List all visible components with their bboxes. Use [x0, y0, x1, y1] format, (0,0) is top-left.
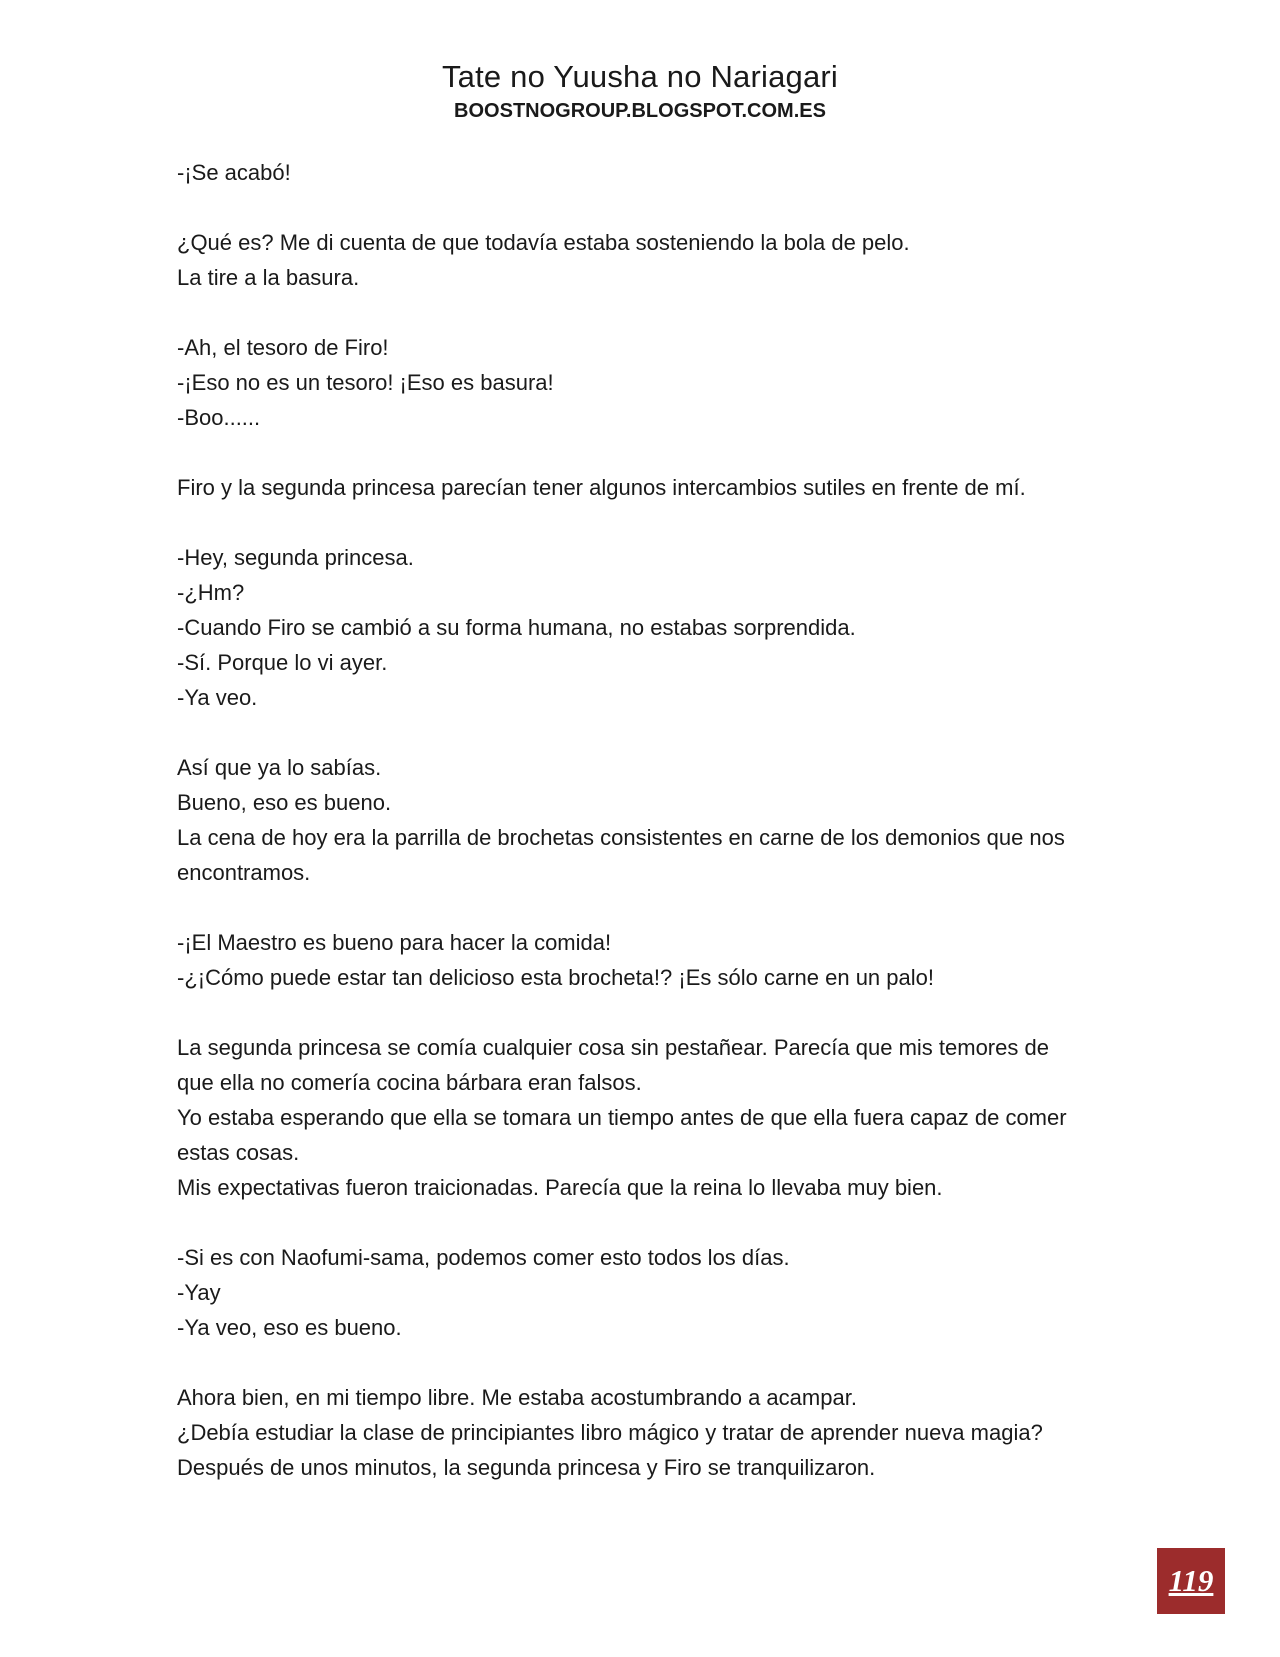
text-line: -Yay: [177, 1280, 221, 1305]
blank-line: [177, 995, 1107, 1030]
text-line: -¡Eso no es un tesoro! ¡Eso es basura!: [177, 370, 554, 395]
text-line: encontramos.: [177, 860, 311, 885]
text-line: que ella no comería cocina bárbara eran falsos.: [177, 1070, 642, 1095]
text-line: -¿Hm?: [177, 580, 245, 605]
text-line: -¿¡Cómo puede estar tan delicioso esta brocheta!? ¡Es sólo carne en un palo!: [177, 965, 934, 990]
text-line: Firo y la segunda princesa parecían tener algunos intercambios sutiles en frente de mí.: [177, 475, 1026, 500]
text-line: Yo estaba esperando que ella se tomara un tiempo antes de que ella fuera capaz de comer: [177, 1105, 1067, 1130]
text-line: Ahora bien, en mi tiempo libre. Me estaba acostumbrando a acampar.: [177, 1385, 857, 1410]
page-number: 119: [1157, 1548, 1225, 1614]
text-line: La tire a la basura.: [177, 265, 360, 290]
text-line: La cena de hoy era la parrilla de brochetas consistentes en carne de los demonios que nos: [177, 825, 1065, 850]
blank-line: [177, 190, 1107, 225]
blank-line: [177, 715, 1107, 750]
text-line: -Hey, segunda princesa.: [177, 545, 414, 570]
text-line: -Ya veo.: [177, 685, 258, 710]
text-line: -¡El Maestro es bueno para hacer la comida!: [177, 930, 612, 955]
blank-line: [177, 1205, 1107, 1240]
text-line: -¡Se acabó!: [177, 160, 291, 185]
site-url: BOOSTNOGROUP.BLOGSPOT.COM.ES: [454, 100, 826, 122]
text-line: -Ya veo, eso es bueno.: [177, 1315, 402, 1340]
blank-line: [177, 505, 1107, 540]
text-line: Bueno, eso es bueno.: [177, 790, 392, 815]
text-line: Mis expectativas fueron traicionadas. Parecía que la reina lo llevaba muy bien.: [177, 1175, 943, 1200]
text-line: La segunda princesa se comía cualquier cosa sin pestañear. Parecía que mis temores de: [177, 1035, 1049, 1060]
text-line: ¿Debía estudiar la clase de principiantes libro mágico y tratar de aprender nueva magia?: [177, 1420, 1043, 1445]
text-line: Después de unos minutos, la segunda princesa y Firo se tranquilizaron.: [177, 1455, 876, 1480]
text-line: -Boo......: [177, 405, 261, 430]
text-line: ¿Qué es? Me di cuenta de que todavía estaba sosteniendo la bola de pelo.: [177, 230, 910, 255]
blank-line: [177, 435, 1107, 470]
blank-line: [177, 295, 1107, 330]
text-line: estas cosas.: [177, 1140, 300, 1165]
blank-line: [177, 890, 1107, 925]
page-header: [0, 58, 1280, 124]
blank-line: [177, 1345, 1107, 1380]
text-line: Así que ya lo sabías.: [177, 755, 382, 780]
text-line: -Ah, el tesoro de Firo!: [177, 335, 389, 360]
book-title: Tate no Yuusha no Nariagari: [441, 59, 839, 94]
text-line: -Cuando Firo se cambió a su forma humana, no estabas sorprendida.: [177, 615, 856, 640]
text-line: -Sí. Porque lo vi ayer.: [177, 650, 388, 675]
document-body: [177, 155, 1107, 1485]
text-line: -Si es con Naofumi-sama, podemos comer esto todos los días.: [177, 1245, 790, 1270]
